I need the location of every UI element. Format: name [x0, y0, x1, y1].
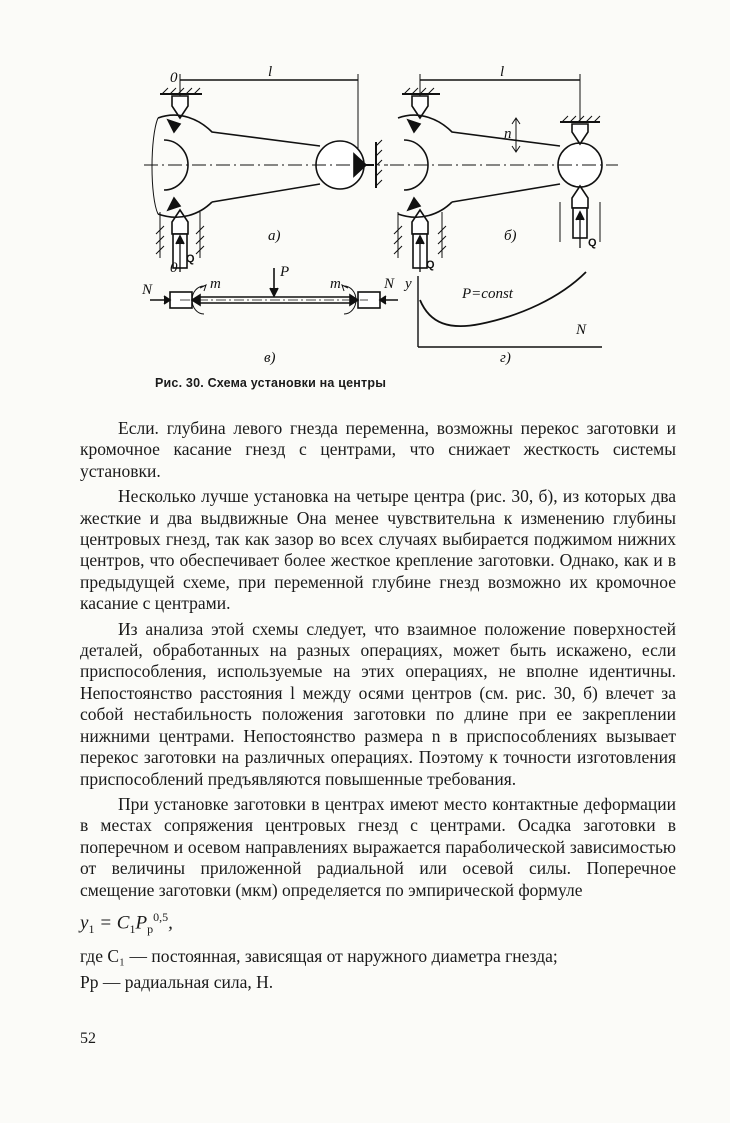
paragraph-5-line-2: Pр — радиальная сила, Н.: [80, 971, 274, 992]
formula-y-sub: 1: [88, 922, 95, 937]
paragraph-3: Из анализа этой схемы следует, что взаимное положение поверхностей деталей, обработанных на разных операциях, может быть искажено, если приспособления, используемые на этих операциях, не вполне идентичны. Непостоянство расстояния l между осями центров (см. рис. 30, б) влечет за собой нестабильность положения заготовки по длине при ее закреплении нижними центрами. Непостоянство размера n в приспособлениях вызывает перекос заготовки на различных операциях. Поэтому к точности изготовления приспособлений предъявляются повышенные требования.: [80, 618, 676, 789]
label-a-q: Q: [186, 253, 195, 265]
label-g-sub: г): [500, 350, 511, 366]
formula-c-sub: 1: [129, 922, 136, 937]
label-b-sub: б): [504, 228, 517, 244]
formula-y: y: [80, 912, 89, 934]
formula-c: C: [116, 912, 130, 934]
label-g-n: N: [576, 322, 587, 338]
label-b-q-left: Q: [426, 259, 435, 271]
paragraph-1: Если. глубина левого гнезда переменна, возможны перекос заготовки и кромочное касание гнезд с центрами, что снижает жесткость системы установки.: [80, 418, 676, 481]
formula-p: P: [135, 912, 148, 934]
label-g-formula: P=const: [462, 286, 513, 302]
paragraph-4: При установке заготовки в центрах имеют место контактные деформации в местах сопряжения центровых гнезд с центрами. Осадка заготовки в поперечном и осевом направлениях выражается параболической зависимостью от величины приложенной радиальной или осевой силы. Поперечное смещение заготовки (мкм) определяется по эмпирической формуле: [80, 793, 676, 900]
label-v-p: P: [280, 264, 290, 280]
label-b-l: l: [500, 64, 505, 80]
label-v-sub: в): [264, 350, 276, 366]
formula-p-sup: 0,5: [153, 909, 169, 924]
label-b-n: n: [504, 126, 512, 142]
label-v-n-right: N: [384, 276, 395, 292]
label-g-y: y: [405, 276, 412, 292]
label-v-m-right: m: [330, 276, 341, 292]
label-a-zero-bottom: 0: [170, 260, 178, 276]
paragraph-2: Несколько лучше установка на четыре центра (рис. 30, б), из которых два жесткие и два выдвижные Она менее чувствительна к изменению глубины центровых гнезд, так как зазор во всех случаях выбирается поджимом нижних центров, что обеспечивает более жесткое крепление заготовки. Однако, как и в предыдущей схеме, при переменной глубине гнезд возможно их кромочное касание с центрами.: [80, 486, 676, 614]
formula-p-sub: р: [147, 922, 154, 937]
label-a-sub: а): [268, 228, 281, 244]
page-number: 52: [80, 1030, 96, 1047]
formula-tail: ,: [168, 912, 173, 934]
label-a-zero-top: 0: [170, 70, 178, 86]
paragraph-5-line-1: где C₁ — постоянная, зависящая от наружного диаметра гнезда;: [80, 946, 558, 967]
figure-30: [140, 62, 620, 382]
label-a-l: l: [268, 64, 273, 80]
label-v-m-left: m: [210, 276, 221, 292]
body-text: [80, 418, 676, 997]
figure-30-drawing: [140, 62, 620, 382]
label-v-n-left: N: [142, 282, 153, 298]
formula: [80, 907, 676, 941]
figure-caption: Рис. 30. Схема установки на центры: [155, 376, 387, 390]
label-b-q-right: Q: [588, 237, 597, 249]
formula-eq: =: [94, 912, 117, 934]
